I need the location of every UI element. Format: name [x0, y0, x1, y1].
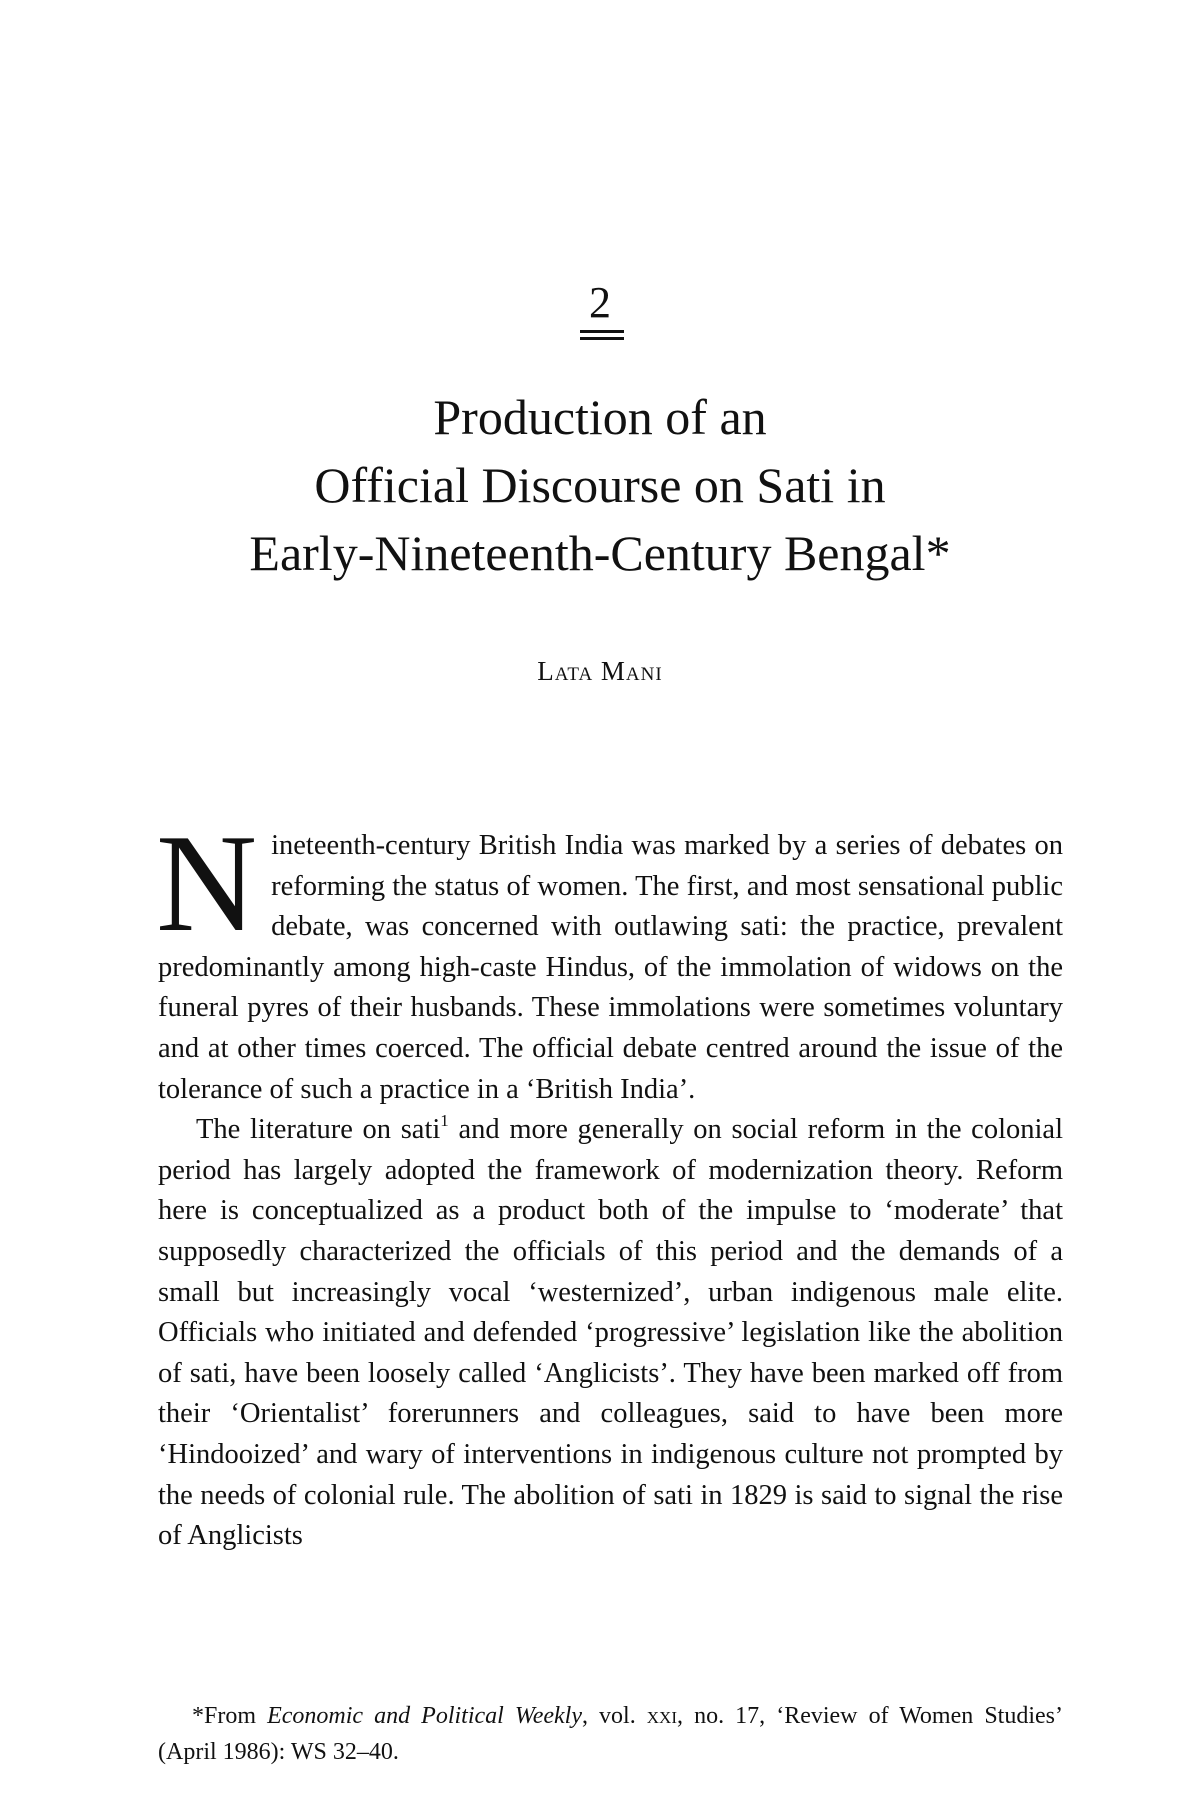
- footnote-volume: xxi: [646, 1703, 677, 1729]
- paragraph-2-text-rest: and more generally on social reform in the colonial period has largely adopted the framework of modernization theory. Reform here is conceptualized as a product both of the impulse to ‘moderate’ that supposedly characterized the officials of this period and the demands of a small but increasingly vocal ‘westernized’, urban indigenous male elite. Officials who initiated and defended ‘progressive’ legislation like the abolition of sati, have been loosely called ‘Anglicists’. They have been marked off from their ‘Orientalist’ forerunners and colleagues, said to have been more ‘Hindooized’ and wary of interventions in indigenous culture not prompted by the needs of colonial rule. The abolition of sati in 1829 is said to signal the rise of Anglicists: [158, 1114, 1063, 1552]
- chapter-title-line-3: Early-Nineteenth-Century Bengal*: [249, 525, 951, 581]
- chapter-rule-upper: [580, 330, 624, 333]
- drop-cap: N: [156, 806, 258, 961]
- footnote: [158, 1698, 1063, 1770]
- chapter-rule-lower: [580, 337, 624, 340]
- chapter-title-line-1: Production of an: [433, 389, 767, 445]
- footnote-journal: Economic and Political Weekly: [267, 1703, 582, 1729]
- footnote-reference-1: 1: [440, 1111, 449, 1131]
- paragraph-2-text-start: The literature on sati: [196, 1114, 441, 1146]
- footnote-mid: , vol.: [581, 1703, 647, 1729]
- author-name: Lata Mani: [537, 656, 663, 686]
- footnote-source: [158, 1698, 1063, 1770]
- footnote-rest: , no. 17, ‘Review of Women Studies’ (April 1986): WS 32–40.: [158, 1703, 1063, 1765]
- chapter-title-line-2: Official Discourse on Sati in: [314, 457, 886, 513]
- paragraph-1-text: ineteenth-century British India was marked by a series of debates on reforming the status of women. The first, and most sensational public debate, was concerned with outlawing sati: the practice, prevalent predominantly among high-caste Hindus, of the immolation of widows on the funeral pyres of their husbands. These immolations were sometimes voluntary and at other times coerced. The official debate centred around the issue of the tolerance of such a practice in a ‘British India’.: [158, 830, 1063, 1105]
- footnote-prefix: *From: [192, 1703, 268, 1729]
- paragraph-1: [156, 806, 1063, 1110]
- body-text: [156, 806, 1063, 1557]
- chapter-number: 2: [589, 278, 611, 327]
- paragraph-2: [158, 1110, 1063, 1557]
- chapter-title: [0, 383, 1200, 587]
